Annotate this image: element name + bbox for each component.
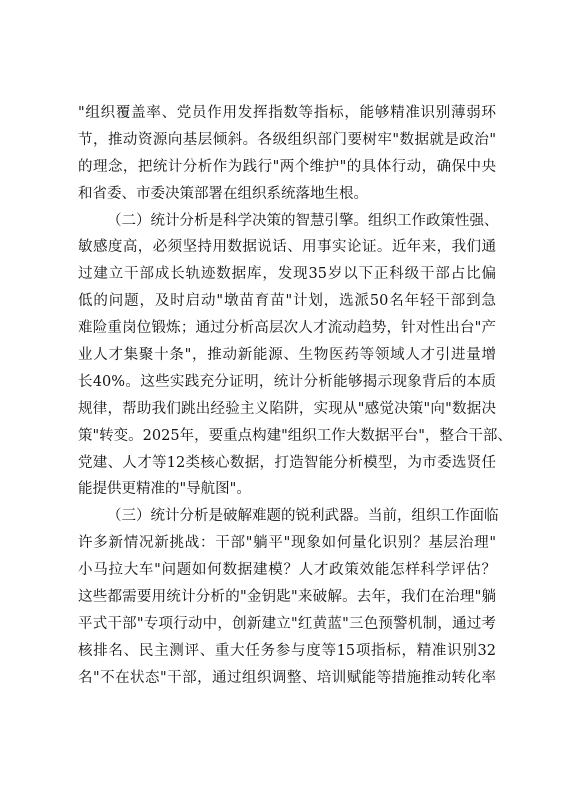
body-text (78, 100, 512, 692)
paragraph-end-line: 能提供更精准的"导航图"。 (78, 481, 251, 498)
text-line: 平式干部"专项行动中，创新建立"红黄蓝"三色预警机制，通过考 (78, 615, 496, 632)
text-line: 名"不在状态"干部，通过组织调整、培训赋能等措施推动转化率 (78, 669, 496, 686)
text-line: 敏感度高，必须坚持用数据说话、用事实论证。近年来，我们通 (78, 239, 496, 256)
paragraph-end-line: 和省委、市委决策部署在组织系统落地生根。 (78, 185, 368, 202)
text-line: 许多新情况新挑战：干部"躺平"现象如何量化识别？基层治理" (78, 535, 496, 552)
text-line: 难险重岗位锻炼；通过分析高层次人才流动趋势，针对性出台"产 (78, 320, 496, 337)
text-line: 过建立干部成长轨迹数据库，发现35岁以下正科级干部占比偏 (78, 266, 496, 283)
text-line: 的理念，把统计分析作为践行"两个维护"的具体行动，确保中央 (78, 158, 496, 175)
text-line: 低的问题，及时启动"墩苗育苗"计划，选派50名年轻干部到急 (78, 293, 496, 310)
section-heading-line: （二）统计分析是科学决策的智慧引擎。组织工作政策性强、 (107, 212, 499, 229)
text-line: "组织覆盖率、党员作用发挥指数等指标，能够精准识别薄弱环 (78, 105, 496, 121)
text-line: 党建、人才等12类核心数据，打造智能分析模型，为市委选贤任 (78, 454, 496, 471)
text-line: 核排名、民主测评、重大任务参与度等15项指标，精准识别32 (78, 642, 496, 659)
text-line: 节，推动资源向基层倾斜。各级组织部门要树牢"数据就是政治" (78, 131, 496, 148)
text-line: 业人才集聚十条"，推动新能源、生物医药等领域人才引进量增 (78, 347, 496, 364)
text-line: 长40%。这些实践充分证明，统计分析能够揭示现象背后的本质 (78, 373, 496, 390)
text-line: 这些都需要用统计分析的"金钥匙"来破解。去年，我们在治理"躺 (78, 589, 496, 606)
text-line: 规律，帮助我们跳出经验主义陷阱，实现从"感觉决策"向"数据决 (78, 400, 496, 417)
text-line: 策"转变。2025年，要重点构建"组织工作大数据平台"，整合干部、 (78, 427, 512, 444)
section-heading-line: （三）统计分析是破解难题的锐利武器。当前，组织工作面临 (107, 508, 499, 525)
text-line: 小马拉大车"问题如何数据建模？人才政策效能怎样科学评估？ (78, 562, 496, 579)
